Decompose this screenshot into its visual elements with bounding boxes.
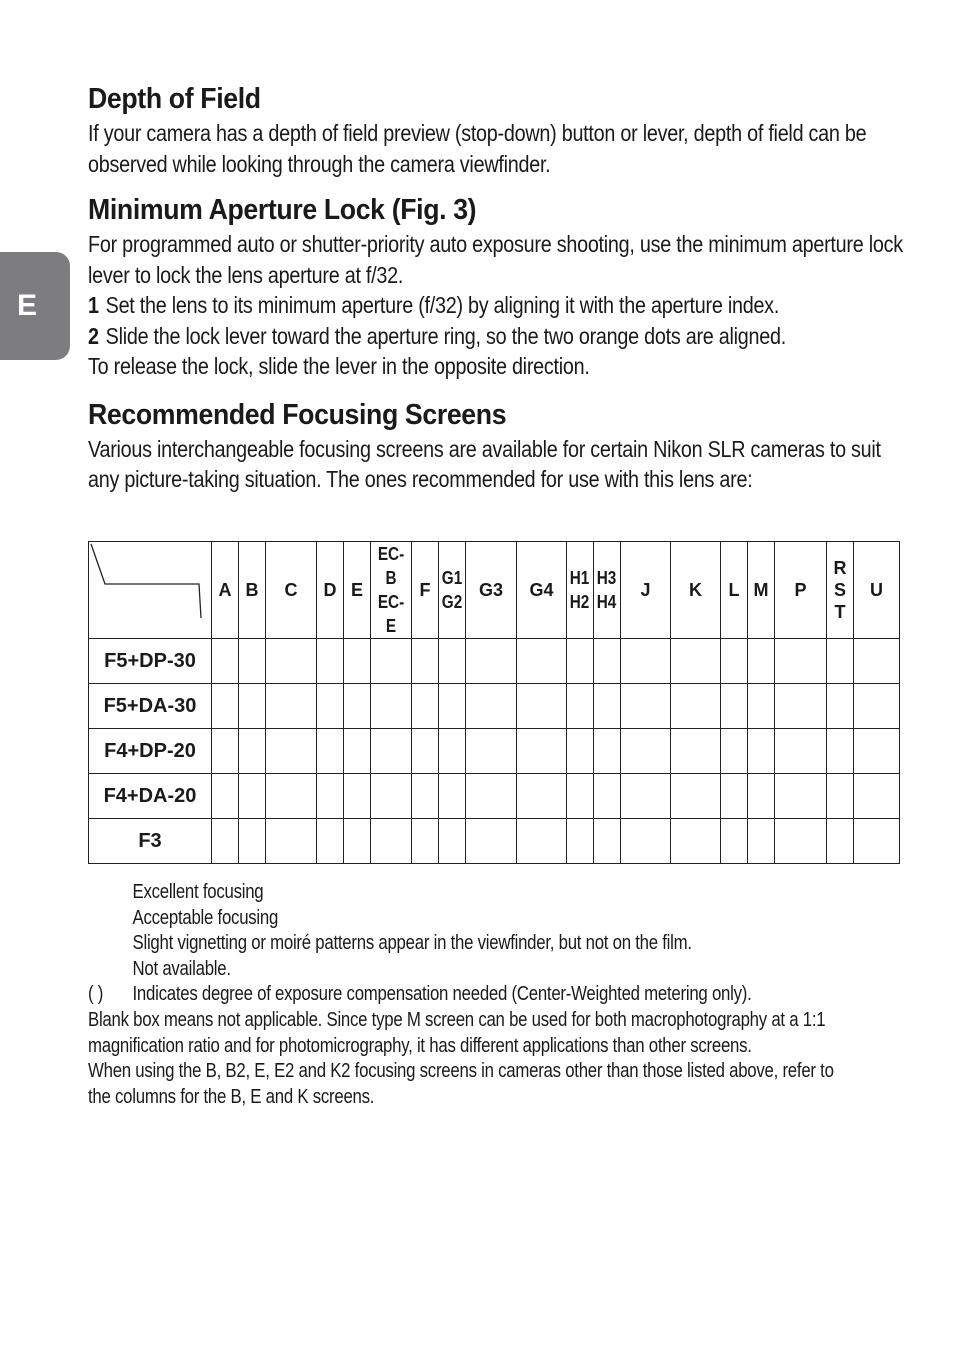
table-cell [748,639,775,684]
table-cell [266,774,317,819]
column-header: U [854,542,900,639]
table-cell [412,684,439,729]
legend-vignetting: Slight vignetting or moiré patterns appear in the viewfinder, but not on the film. [132,932,692,955]
focusing-screens-heading: Recommended Focusing Screens [88,398,507,431]
other-cameras-note-2: the columns for the B, E and K screens. [88,1085,375,1108]
table-cell [567,729,594,774]
table-cell [721,729,748,774]
table-cell [854,639,900,684]
table-cell [517,639,567,684]
table-cell [621,774,671,819]
column-header: G1 G2 [439,542,466,639]
table-cell [371,684,412,729]
column-header: D [317,542,344,639]
table-cell [567,819,594,864]
focusing-screens-table [88,541,900,864]
step-1-text: Set the lens to its minimum aperture (f/32) by aligning it with the aperture index. [105,292,780,318]
table-cell [212,729,239,774]
min-aperture-heading: Minimum Aperture Lock (Fig. 3) [88,194,477,226]
table-cell [344,684,371,729]
table-cell [594,684,621,729]
table-cell [721,774,748,819]
row-label: F5+DA-30 [89,684,212,729]
table-cell [671,774,721,819]
table-cell [567,684,594,729]
table-row [89,684,900,729]
table-cell [344,774,371,819]
row-label: F3 [89,819,212,864]
table-cell [748,684,775,729]
table-cell [212,819,239,864]
table-cell [517,774,567,819]
table-cell [775,819,827,864]
table-cell [594,819,621,864]
parentheses-symbol: ( ) [88,983,104,1006]
section-tab [0,252,70,360]
column-header: G3 [466,542,517,639]
table-cell [412,639,439,684]
table-cell [239,639,266,684]
table-cell [239,729,266,774]
table-cell [439,684,466,729]
table-cell [266,684,317,729]
table-cell [466,684,517,729]
table-cell [371,729,412,774]
table-cell [517,684,567,729]
table-cell [344,729,371,774]
table-cell [212,684,239,729]
column-header: K [671,542,721,639]
table-cell [594,639,621,684]
table-cell [439,819,466,864]
table-cell [439,774,466,819]
table-cell [344,639,371,684]
table-cell [594,729,621,774]
corner-diagonal [89,542,212,622]
step-1-number: 1 [88,292,99,318]
table-cell [671,639,721,684]
section-tab-letter: E [16,289,37,322]
step-2-text: Slide the lock lever toward the aperture ring, so the two orange dots are aligned. [105,322,786,349]
table-cell [671,729,721,774]
table-cell [621,819,671,864]
table-cell [317,819,344,864]
depth-of-field-heading: Depth of Field [88,83,261,115]
table-cell [371,819,412,864]
table-cell [854,774,900,819]
step-1 [88,290,905,321]
table-cell [671,684,721,729]
table-cell [517,729,567,774]
table-cell [594,774,621,819]
table-cell [827,729,854,774]
table-cell [239,819,266,864]
table-header-row [89,542,900,639]
table-cell [775,729,827,774]
table-cell [371,639,412,684]
table-cell [239,774,266,819]
legend-excellent: Excellent focusing [132,881,264,903]
column-header: F [412,542,439,639]
min-aperture-text: For programmed auto or shutter-priority auto exposure shooting, use the minimum aperture lock lever to lock the lens aperture at f/32. [88,231,903,288]
table-cell [827,774,854,819]
table-cell [567,639,594,684]
row-label: F5+DP-30 [89,639,212,684]
table-cell [412,774,439,819]
column-header: E [344,542,371,639]
table-cell [212,639,239,684]
table-cell [721,639,748,684]
table-cell [266,729,317,774]
row-label: F4+DA-20 [89,774,212,819]
table-cell [854,819,900,864]
table-cell [266,819,317,864]
step-2 [88,321,905,352]
table-cell [748,774,775,819]
step-2-number: 2 [88,322,99,349]
release-text: To release the lock, slide the lever in the opposite direction. [88,353,590,379]
table-cell [621,729,671,774]
legend-not-available: Not available. [132,957,231,980]
manual-content [88,80,903,495]
depth-of-field-text: If your camera has a depth of field preview (stop-down) button or lever, depth of field can be observed while looking through the camera viewfinder. [88,120,867,177]
row-label: F4+DP-20 [89,729,212,774]
table-cell [466,639,517,684]
table-cell [439,729,466,774]
table-cell [775,639,827,684]
column-header: P [775,542,827,639]
table-cell [317,684,344,729]
table-cell [212,774,239,819]
column-header: H3 H4 [594,542,621,639]
blank-box-note-2: magnification ratio and for photomicrography, it has different applications than other screens. [88,1034,752,1057]
table-cell [317,774,344,819]
table-cell [775,774,827,819]
table-cell [439,639,466,684]
table-cell [621,639,671,684]
column-header: C [266,542,317,639]
table-cell [371,774,412,819]
table-cell [412,729,439,774]
column-header: B [239,542,266,639]
table-row [89,774,900,819]
table-cell [827,639,854,684]
table-cell [775,684,827,729]
table-cell [517,819,567,864]
legend-notes [88,880,903,1110]
table-cell [239,684,266,729]
column-header: R S T [827,542,854,639]
table-row [89,819,900,864]
corner-cell [89,542,212,639]
column-header: M [748,542,775,639]
table-cell [621,684,671,729]
column-header: EC-B EC-E [371,542,412,639]
legend-acceptable: Acceptable focusing [132,906,279,929]
column-header: L [721,542,748,639]
table-cell [671,819,721,864]
focusing-screens-text: Various interchangeable focusing screens are available for certain Nikon SLR cameras to suit any picture-taking situation. The ones recommended for use with this lens are: [88,435,881,492]
table-cell [317,639,344,684]
column-header: A [212,542,239,639]
table-row [89,639,900,684]
table-row [89,729,900,774]
table-cell [412,819,439,864]
table-cell [854,729,900,774]
parentheses-text: Indicates degree of exposure compensation needed (Center-Weighted metering only). [132,983,752,1006]
table-cell [317,729,344,774]
column-header: J [621,542,671,639]
legend-parentheses [88,982,773,1008]
table-cell [266,639,317,684]
table-cell [748,729,775,774]
table-cell [466,819,517,864]
table-cell [466,729,517,774]
column-header: H1 H2 [567,542,594,639]
table-cell [721,819,748,864]
table-cell [827,684,854,729]
column-header: G4 [517,542,567,639]
table-cell [854,684,900,729]
table-cell [344,819,371,864]
table-cell [827,819,854,864]
table-cell [748,819,775,864]
table-cell [721,684,748,729]
table-cell [466,774,517,819]
other-cameras-note-1: When using the B, B2, E, E2 and K2 focusing screens in cameras other than those listed above, refer to [88,1060,834,1083]
table-cell [567,774,594,819]
blank-box-note-1: Blank box means not applicable. Since type M screen can be used for both macrophotography at a 1:1 [88,1008,826,1031]
